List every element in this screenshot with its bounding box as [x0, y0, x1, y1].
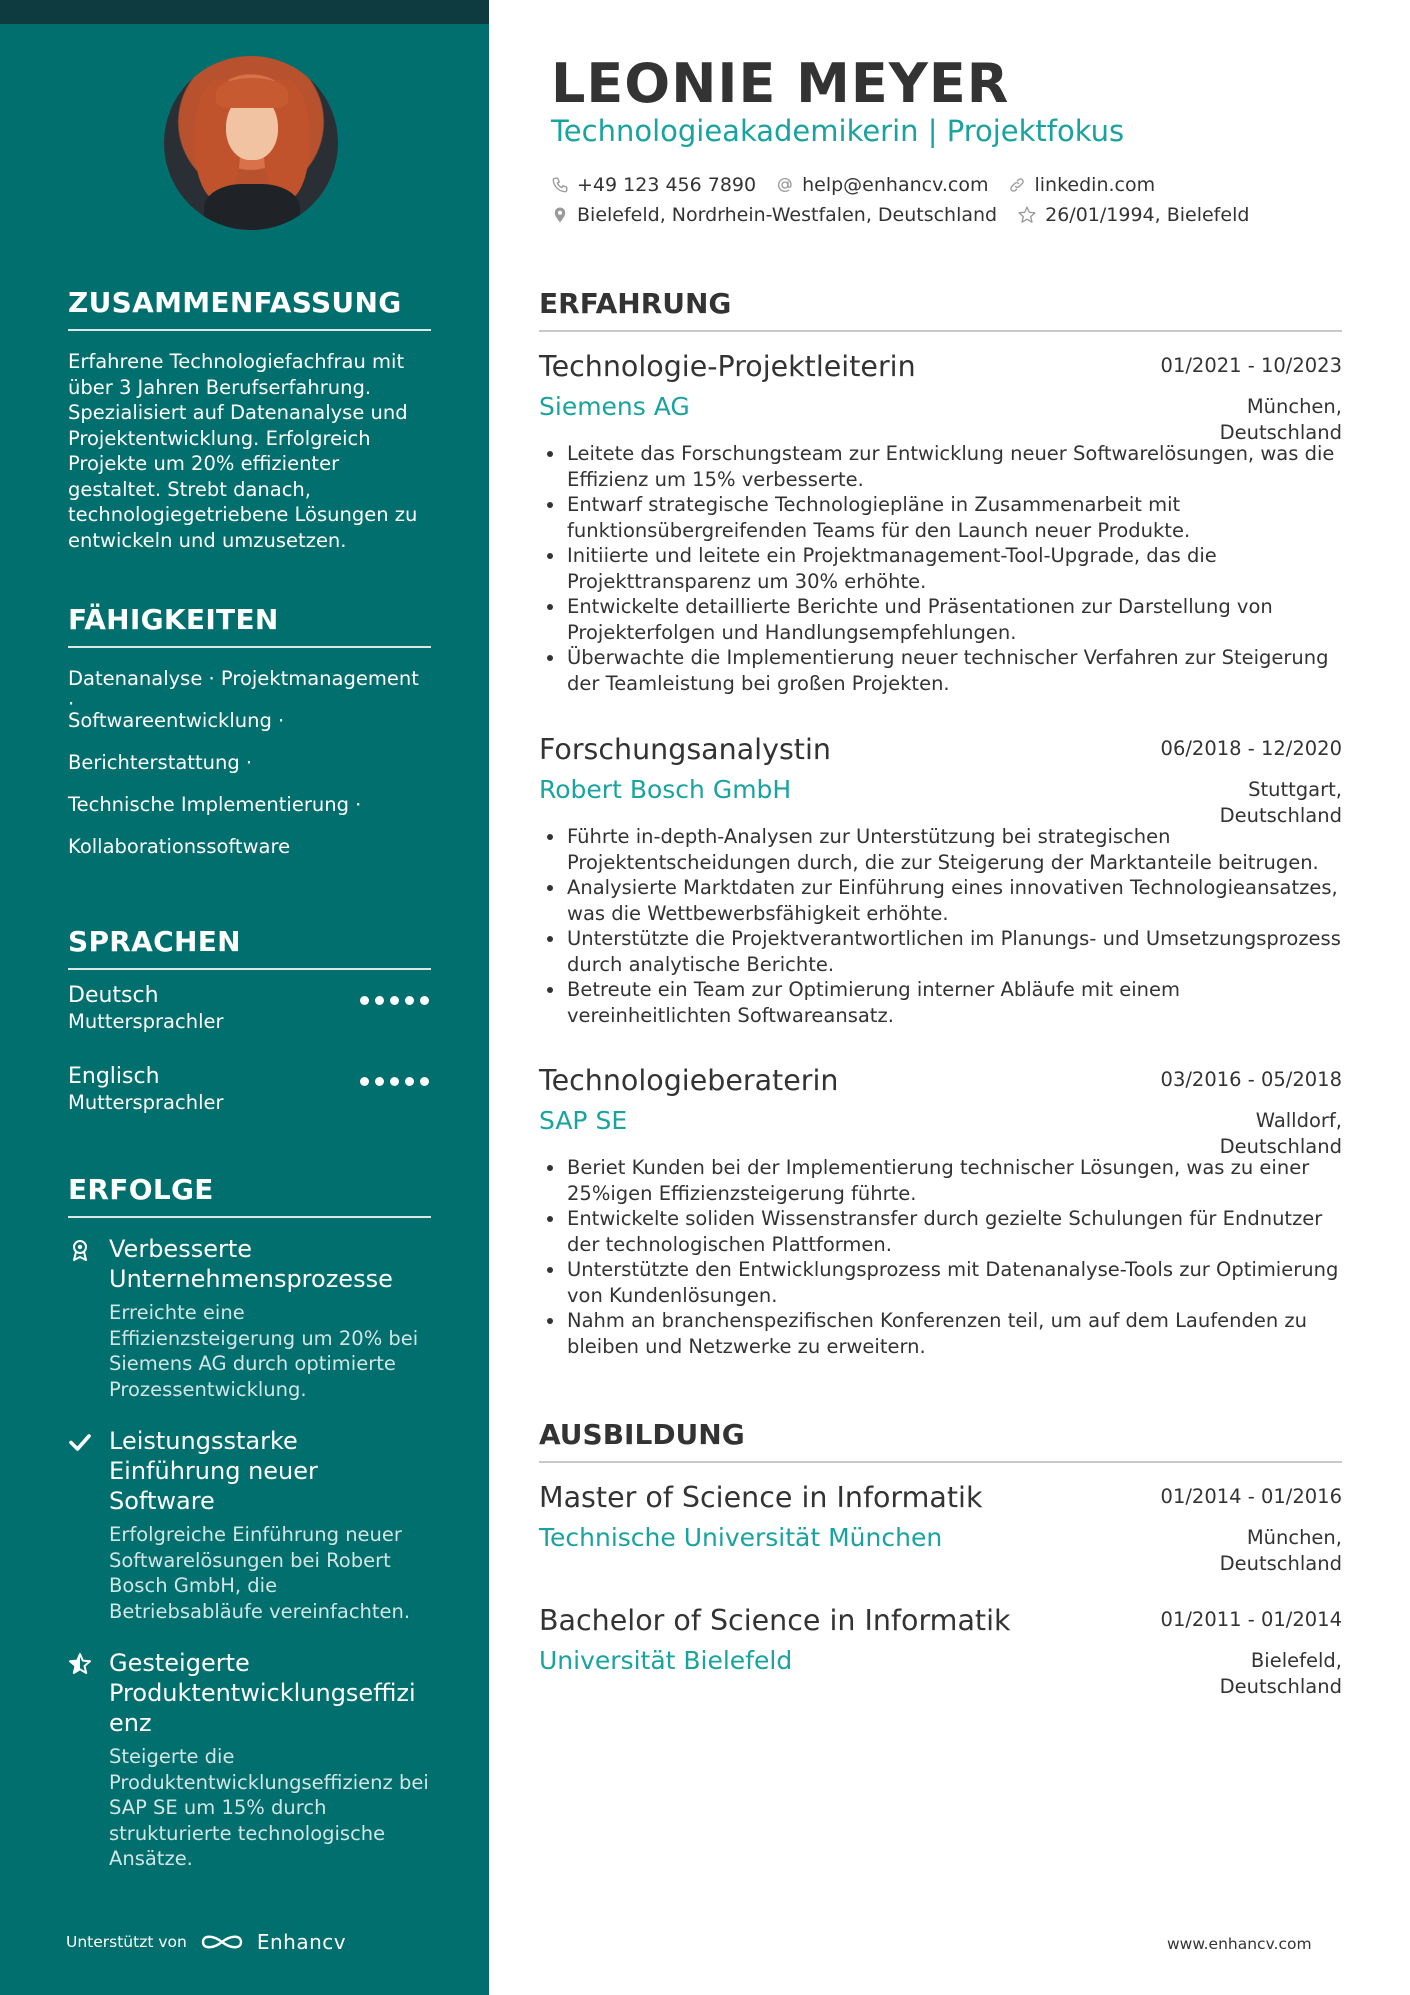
- rating-dot: [390, 1077, 399, 1086]
- experience-entry: [539, 350, 1342, 696]
- bullet-item: Analysierte Marktdaten zur Einführung eines innovativen Technologieansatzes, was die Wettbewerbsfähigkeit erhöhte.: [539, 875, 1342, 926]
- bullet-item: Nahm an branchenspezifischen Konferenzen teil, um auf dem Laufenden zu bleiben und Netzwerke zu erweitern.: [539, 1308, 1342, 1359]
- achievement-title: Verbesserte Unternehmensprozesse: [109, 1235, 393, 1293]
- location-pin-icon: [551, 206, 569, 224]
- rating-dot: [390, 996, 399, 1005]
- degree-title: Master of Science in Informatik: [539, 1481, 983, 1514]
- degree-title: Bachelor of Science in Informatik: [539, 1604, 1011, 1637]
- star-outline-icon: [1017, 205, 1037, 225]
- phone-item[interactable]: [551, 174, 756, 196]
- bullet-item: Betreute ein Team zur Optimierung interner Abläufe mit einem vereinheitlichten Softwareansatz.: [539, 977, 1342, 1028]
- email-text: help@enhancv.com: [802, 174, 989, 196]
- education-date: 01/2011 - 01/2014: [1160, 1608, 1342, 1631]
- job-title: Technologieberaterin: [539, 1064, 839, 1097]
- language-level: Muttersprachler: [68, 1091, 224, 1114]
- bullet-item: Initiierte und leitete ein Projektmanagement-Tool-Upgrade, das die Projekttransparenz um 30% erhöhte.: [539, 543, 1342, 594]
- rating-dot: [360, 1077, 369, 1086]
- sidebar-top-bar: [0, 0, 489, 24]
- school-name: Universität Bielefeld: [539, 1646, 793, 1675]
- bullet-item: Entwickelte soliden Wissenstransfer durch gezielte Schulungen für Endnutzer der technologischen Plattformen.: [539, 1206, 1342, 1257]
- education-location: Bielefeld, Deutschland: [1219, 1649, 1342, 1698]
- job-location: Stuttgart, Deutschland: [1219, 778, 1342, 827]
- language-name: Englisch: [68, 1064, 160, 1089]
- bullet-item: Unterstützte den Entwicklungsprozess mit Datenanalyse-Tools zur Optimierung von Kundenlösungen.: [539, 1257, 1342, 1308]
- achievement-desc: Erreichte eine Effizienzsteigerung um 20% bei Siemens AG durch optimierte Prozessentwicklung.: [109, 1301, 419, 1401]
- job-date: 03/2016 - 05/2018: [1160, 1068, 1342, 1091]
- bullet-item: Entwarf strategische Technologiepläne in Zusammenarbeit mit funktionsübergreifenden Teams für den Launch neuer Produkte.: [539, 492, 1342, 543]
- language-rating: [360, 1077, 429, 1086]
- rating-dot: [375, 996, 384, 1005]
- job-bullets: [539, 441, 1342, 696]
- language-item: [68, 970, 431, 1051]
- language-item: [68, 1051, 431, 1132]
- email-item[interactable]: [776, 174, 988, 196]
- enhancv-logo-icon: [199, 1931, 245, 1953]
- rating-dot: [360, 996, 369, 1005]
- candidate-name: LEONIE MEYER: [551, 52, 1010, 115]
- school-name: Technische Universität München: [539, 1523, 943, 1552]
- linkedin-item[interactable]: [1008, 174, 1155, 196]
- bullet-item: Entwickelte detaillierte Berichte und Präsentationen zur Darstellung von Projekterfolgen und Handlungsempfehlungen.: [539, 594, 1342, 645]
- phone-text: +49 123 456 7890: [577, 174, 757, 196]
- bullet-item: Unterstützte die Projektverantwortlichen im Planungs- und Umsetzungsprozess durch analytische Berichte.: [539, 926, 1342, 977]
- achievements-section: [68, 1173, 431, 1872]
- skill-line: Technische Implementierung ·: [68, 793, 362, 816]
- powered-by[interactable]: [66, 1930, 346, 1954]
- rating-dot: [420, 996, 429, 1005]
- brand-name: Enhancv: [256, 1930, 347, 1954]
- summary-heading: ZUSAMMENFASSUNG: [68, 286, 431, 331]
- birth-text: 26/01/1994, Bielefeld: [1045, 204, 1250, 226]
- rating-dot: [405, 996, 414, 1005]
- achievement-title: Gesteigerte Produktentwicklungseffizi enz: [109, 1649, 416, 1737]
- avatar: [164, 56, 338, 230]
- skills-list: [68, 666, 431, 876]
- achievement-item: [68, 1234, 431, 1402]
- company-name: Siemens AG: [539, 392, 690, 421]
- job-date: 01/2021 - 10/2023: [1160, 354, 1342, 377]
- education-entry: [539, 1481, 1342, 1575]
- languages-heading: SPRACHEN: [68, 925, 431, 970]
- contact-info: [551, 170, 1269, 230]
- headline: Technologieakademikerin | Projektfokus: [551, 114, 1125, 148]
- experience-entry: [539, 1064, 1342, 1359]
- language-rating: [360, 996, 429, 1005]
- location-item: [551, 204, 997, 226]
- sidebar: [0, 0, 489, 1995]
- bullet-item: Leitete das Forschungsteam zur Entwicklung neuer Softwarelösungen, was die Effizienz um 15% verbesserte.: [539, 441, 1342, 492]
- language-name: Deutsch: [68, 983, 159, 1008]
- summary-text: Erfahrene Technologiefachfrau mit über 3 Jahren Berufserfahrung. Spezialisiert auf Datenanalyse und Projektentwicklung. Erfolgreich Projekte um 20% effizienter gestaltet. Strebt danach, technologiegetriebene Lösungen zu entwickeln und umzusetzen.: [68, 350, 418, 552]
- achievement-title: Leistungsstarke Einführung neuer Software: [109, 1427, 318, 1515]
- job-location: München, Deutschland: [1219, 395, 1342, 444]
- bullet-item: Überwachte die Implementierung neuer technischer Verfahren zur Steigerung der Teamleistung bei großen Projekten.: [539, 645, 1342, 696]
- job-bullets: [539, 824, 1342, 1028]
- check-icon: [68, 1430, 92, 1454]
- experience-entry: [539, 733, 1342, 1028]
- achievements-heading: ERFOLGE: [68, 1173, 431, 1218]
- company-name: Robert Bosch GmbH: [539, 775, 792, 804]
- education-location: München, Deutschland: [1219, 1526, 1342, 1575]
- rating-dot: [420, 1077, 429, 1086]
- bullet-item: Führte in-depth-Analysen zur Unterstützung bei strategischen Projektentscheidungen durch, die zur Steigerung der Marktanteile beitrugen.: [539, 824, 1342, 875]
- location-text: Bielefeld, Nordrhein-Westfalen, Deutschland: [577, 204, 998, 226]
- achievement-desc: Erfolgreiche Einführung neuer Softwarelösungen bei Robert Bosch GmbH, die Betriebsabläufe vereinfachten.: [109, 1523, 411, 1623]
- skill-line: Softwareentwicklung ·: [68, 709, 285, 732]
- company-name: SAP SE: [539, 1106, 628, 1135]
- skill-line: Kollaborationssoftware: [68, 835, 291, 858]
- summary-section: [68, 286, 431, 553]
- skills-heading: FÄHIGKEITEN: [68, 603, 431, 648]
- job-date: 06/2018 - 12/2020: [1160, 737, 1342, 760]
- job-location: Walldorf, Deutschland: [1219, 1109, 1342, 1158]
- rating-dot: [375, 1077, 384, 1086]
- website-link[interactable]: www.enhancv.com: [1167, 1935, 1312, 1953]
- skills-section: [68, 603, 431, 876]
- birth-item: [1017, 204, 1249, 226]
- job-title: Technologie-Projektleiterin: [539, 350, 916, 383]
- experience-heading: ERFAHRUNG: [539, 287, 1342, 332]
- education-entry: [539, 1604, 1342, 1698]
- skill-line: Datenanalyse · Projektmanagement ·: [68, 667, 419, 715]
- linkedin-text: linkedin.com: [1034, 174, 1156, 196]
- achievement-desc: Steigerte die Produktentwicklungseffizienz bei SAP SE um 15% durch strukturierte technologische Ansätze.: [109, 1745, 429, 1870]
- bullet-item: Beriet Kunden bei der Implementierung technischer Lösungen, was zu einer 25%igen Effizienzsteigerung führte.: [539, 1155, 1342, 1206]
- powered-by-label: Unterstützt von: [66, 1933, 187, 1951]
- achievement-item: [68, 1648, 431, 1872]
- languages-section: [68, 925, 431, 1132]
- at-icon: [776, 176, 794, 194]
- skill-line: Berichterstattung ·: [68, 751, 253, 774]
- star-icon: [68, 1652, 92, 1676]
- rating-dot: [405, 1077, 414, 1086]
- phone-icon: [551, 176, 569, 194]
- education-date: 01/2014 - 01/2016: [1160, 1485, 1342, 1508]
- achievement-item: [68, 1426, 431, 1624]
- award-icon: [68, 1238, 92, 1262]
- language-level: Muttersprachler: [68, 1010, 224, 1033]
- job-bullets: [539, 1155, 1342, 1359]
- job-title: Forschungsanalystin: [539, 733, 831, 766]
- education-heading: AUSBILDUNG: [539, 1418, 1342, 1463]
- link-icon: [1008, 176, 1026, 194]
